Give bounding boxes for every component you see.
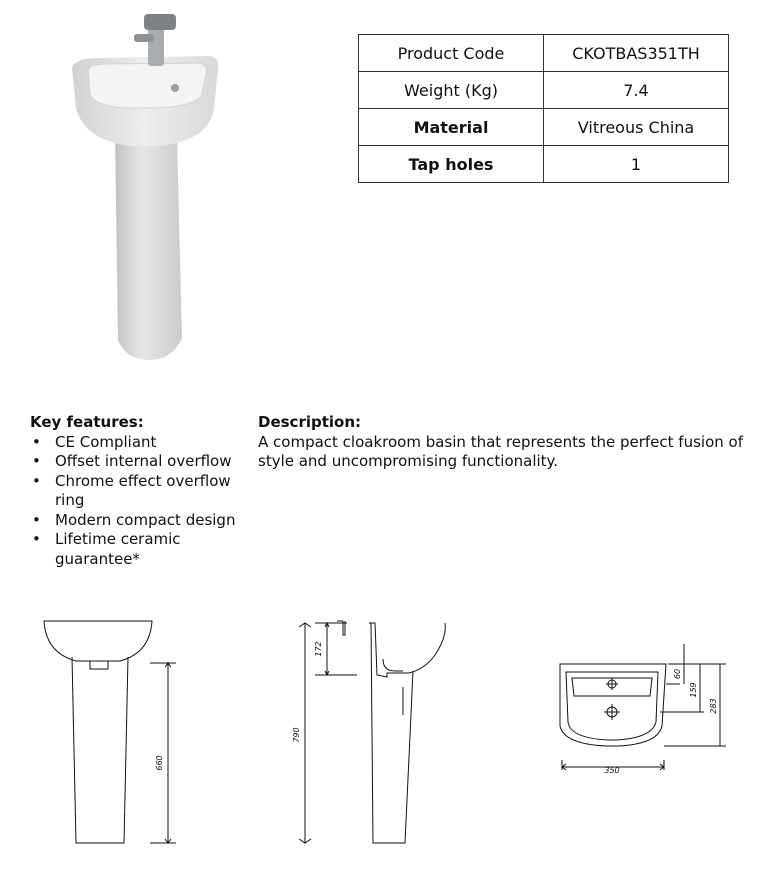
spec-label: Weight (Kg) xyxy=(359,72,544,109)
feature-item: • Offset internal overflow xyxy=(30,452,255,472)
spec-label: Material xyxy=(359,109,544,146)
description-text: A compact cloakroom basin that represents the perfect fusion of style and uncompromising functionality. xyxy=(258,432,743,470)
spec-row xyxy=(359,146,729,183)
plan-view-drawing xyxy=(548,640,728,780)
key-features xyxy=(30,413,255,569)
front-elevation-drawing xyxy=(40,615,190,850)
spec-value: CKOTBAS351TH xyxy=(544,35,729,72)
dim-overflow: 60 xyxy=(673,668,682,680)
dim-width: 350 xyxy=(604,766,620,775)
spec-value: 1 xyxy=(544,146,729,183)
dim-depth: 283 xyxy=(709,698,718,714)
features-heading: Key features: xyxy=(30,413,144,431)
spec-row xyxy=(359,72,729,109)
description-heading: Description: xyxy=(258,413,362,431)
dim-tap: 159 xyxy=(689,682,698,698)
dim-basin-depth: 172 xyxy=(314,641,323,657)
description xyxy=(258,413,758,472)
feature-item: • Chrome effect overflow ring xyxy=(30,472,255,511)
dim-total-height: 790 xyxy=(292,727,301,743)
spec-table xyxy=(358,34,729,183)
spec-label: Product Code xyxy=(359,35,544,72)
spec-label: Tap holes xyxy=(359,146,544,183)
feature-item: • Lifetime ceramic guarantee* xyxy=(30,530,255,569)
feature-item: • Modern compact design xyxy=(30,511,255,531)
side-elevation-drawing xyxy=(285,615,455,850)
spec-row xyxy=(359,35,729,72)
spec-value: 7.4 xyxy=(544,72,729,109)
product-photo xyxy=(60,8,250,368)
dim-front-height: 660 xyxy=(155,755,164,771)
spec-value: Vitreous China xyxy=(544,109,729,146)
spec-row xyxy=(359,109,729,146)
feature-item: • CE Compliant xyxy=(30,433,255,453)
features-list xyxy=(30,433,255,570)
